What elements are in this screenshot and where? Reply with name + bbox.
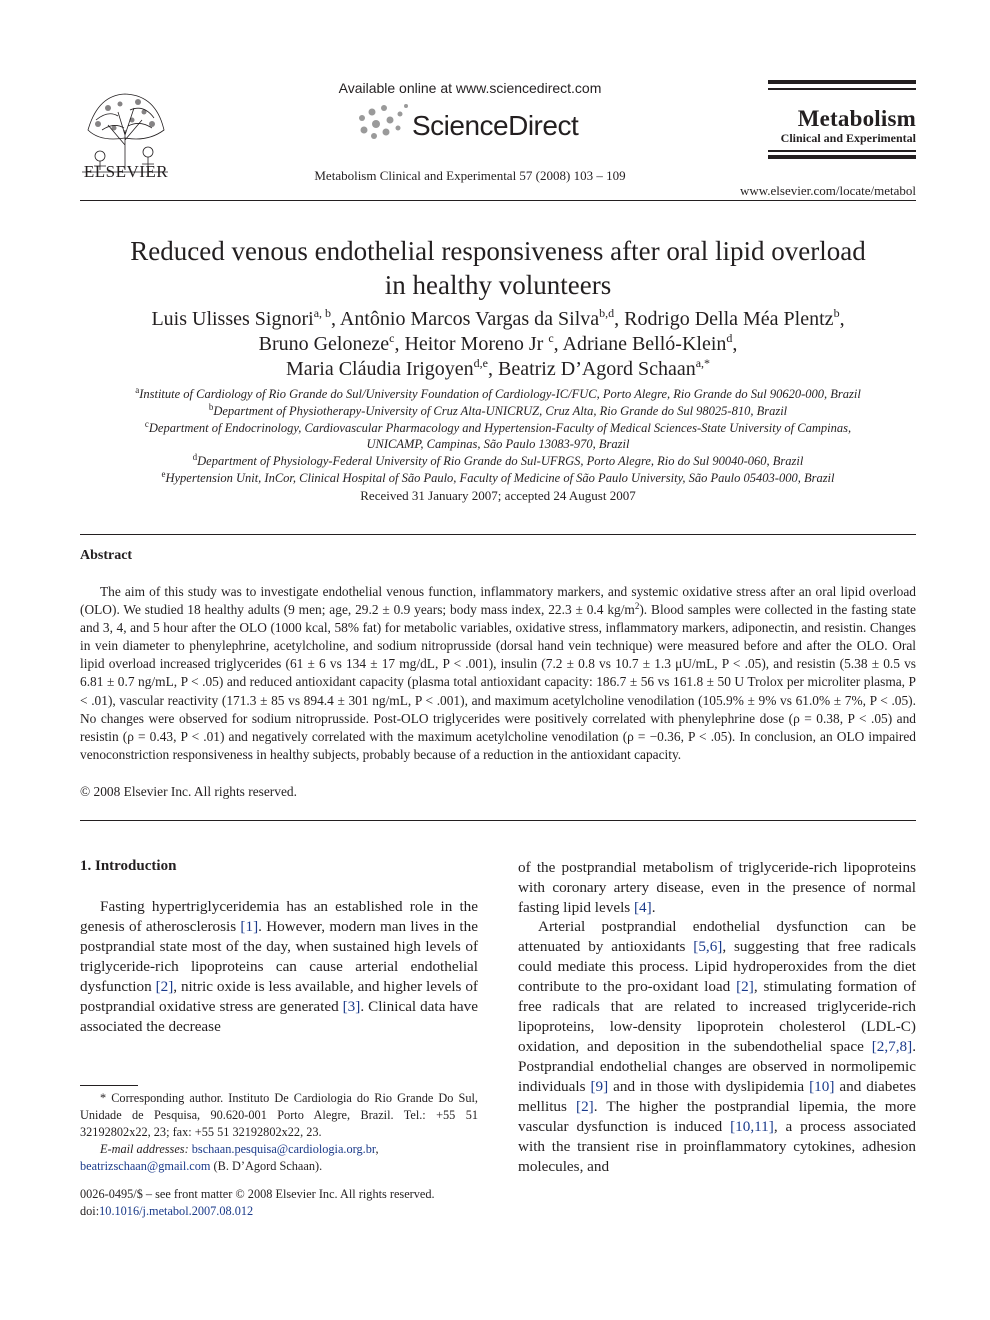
header-rule bbox=[768, 150, 916, 152]
citation-link[interactable]: [10] bbox=[809, 1078, 835, 1095]
corresponding-author-footnote: * Corresponding author. Instituto De Cardiologia do Rio Grande Do Sul, Unidade de Pesquisa, 90.620-001 Porto Alegre, Brazil. Tel.: +55 51 32192802x22, 23; fax: +55 51 32192802x22, 23. bbox=[80, 1091, 478, 1139]
affiliation-text: Institute of Cardiology of Rio Grande do Sul/University Foundation of Cardiology-IC/FUC, Porto Alegre, Rio Grande do Sul 90620-000, Brazil bbox=[139, 387, 861, 401]
author-separator: , bbox=[331, 308, 340, 330]
body-text: of the postprandial metabolism of triglyceride-rich lipoproteins with coronary artery disease, even in the presence of normal fasting lipid levels bbox=[518, 859, 916, 916]
body-text: . bbox=[651, 899, 656, 916]
citation-link[interactable]: [2] bbox=[155, 978, 174, 995]
author-affiliation-marker[interactable]: a,* bbox=[695, 356, 711, 370]
author-separator: , bbox=[614, 308, 625, 330]
body-text: Fasting hypertriglyceridemia has an established role in the genesis of atherosclerosis bbox=[80, 898, 478, 935]
author-affiliation-marker[interactable]: a, b bbox=[313, 306, 332, 320]
body-text: . Clinical data have associated the decrease bbox=[80, 998, 478, 1035]
author-name: Luis Ulisses Signori bbox=[151, 308, 314, 330]
article-title bbox=[80, 234, 916, 302]
title-line-2: in healthy volunteers bbox=[384, 270, 612, 300]
author-affiliation-marker[interactable]: d,e bbox=[473, 356, 488, 370]
affiliation-key: b bbox=[208, 401, 214, 412]
journal-url-link[interactable]: www.elsevier.com/locate/metabol bbox=[739, 183, 916, 198]
citation-link[interactable]: [5,6] bbox=[693, 938, 723, 955]
sciencedirect-wordmark: ScienceDirect bbox=[412, 110, 579, 141]
body-text: and in those with dyslipidemia bbox=[608, 1078, 810, 1095]
author-affiliation-marker[interactable]: d bbox=[726, 331, 733, 345]
body-text: . However, modern man lives in the postprandial state most of the day, when sustained high levels of triglyceride-rich lipoproteins can cause arterial endothelial dysfunction bbox=[80, 918, 478, 995]
citation-link[interactable]: [2,7,8] bbox=[871, 1038, 913, 1055]
author-affiliation-marker[interactable]: c bbox=[548, 331, 554, 345]
affiliation-key: c bbox=[144, 418, 149, 429]
author-name: Rodrigo Della Méa Plentz bbox=[624, 308, 834, 330]
journal-logo-subtitle: Clinical and Experimental bbox=[780, 131, 916, 145]
citation-link[interactable]: [3] bbox=[342, 998, 361, 1015]
footnote-rule bbox=[80, 1085, 138, 1086]
section-heading: 1. Introduction bbox=[80, 858, 177, 874]
author-separator: , bbox=[488, 358, 498, 380]
email-link[interactable]: beatrizschaan@gmail.com bbox=[80, 1159, 211, 1173]
author-separator: , bbox=[839, 308, 845, 330]
title-line-1: Reduced venous endothelial responsiveness after oral lipid overload bbox=[130, 236, 866, 266]
affiliation-key: a bbox=[135, 385, 140, 395]
body-text: . Postprandial endothelial changes are observed in normolipemic individuals bbox=[518, 1038, 916, 1095]
author-separator: , bbox=[553, 333, 563, 355]
author-name: Adriane Belló-Klein bbox=[562, 333, 727, 355]
citation-link[interactable]: [2] bbox=[576, 1098, 594, 1115]
author-separator: , bbox=[732, 333, 738, 355]
citation-link[interactable]: [9] bbox=[590, 1078, 609, 1095]
issn-text: 0026-0495/$ – see front matter © 2008 Elsevier Inc. All rights reserved. bbox=[80, 1187, 435, 1201]
header-divider bbox=[80, 200, 916, 201]
abstract-body bbox=[80, 583, 916, 764]
body-text: , a process associated with the transient rise in proinflammatory cytokines, adhesion molecules, and bbox=[518, 1118, 917, 1175]
journal-citation: Metabolism Clinical and Experimental 57 (2008) 103 – 109 bbox=[314, 168, 626, 183]
affiliation-text: Hypertension Unit, InCor, Clinical Hospital of São Paulo, Faculty of Medicine of São Paulo University, São Paulo 05403-000, Brazil bbox=[165, 470, 835, 485]
citation-link[interactable]: [4] bbox=[634, 899, 652, 916]
affiliation-item bbox=[80, 386, 916, 403]
affiliation-item bbox=[80, 420, 916, 454]
header-rule bbox=[768, 80, 916, 84]
header-rule bbox=[768, 88, 916, 90]
abstract-heading: Abstract bbox=[80, 548, 133, 563]
affiliation-item bbox=[80, 453, 916, 470]
email-separator: , bbox=[375, 1142, 379, 1156]
intro-paragraph-right-continued bbox=[518, 858, 916, 918]
header-rule bbox=[768, 155, 916, 159]
email-label: E-mail addresses: bbox=[100, 1142, 189, 1156]
doi-link[interactable]: 10.1016/j.metabol.2007.08.012 bbox=[99, 1204, 254, 1218]
copyright-notice: © 2008 Elsevier Inc. All rights reserved. bbox=[80, 784, 297, 799]
citation-link[interactable]: [10,11] bbox=[730, 1118, 774, 1135]
body-text: , suggesting that free radicals could mediate this process. Lipid hydroperoxides from the diet contribute to the pro-oxidant load bbox=[518, 938, 916, 995]
abstract-superscript: 2 bbox=[634, 601, 640, 612]
publisher-name: ELSEVIER bbox=[83, 162, 169, 181]
affiliation-text: UNICAMP, Campinas, São Paulo 13083-970, Brazil bbox=[366, 437, 630, 452]
front-matter-notice bbox=[80, 1186, 500, 1220]
body-text: , nitric oxide is less available, and higher levels of postprandial oxidative stress are generated bbox=[80, 978, 478, 1015]
author-name: Beatriz D’Agord Schaan bbox=[498, 358, 696, 380]
affiliation-text: Department of Endocrinology, Cardiovascular Pharmacology and Hypertension-Faculty of Medical Sciences-State University of Campinas, bbox=[148, 420, 852, 435]
available-online-text[interactable]: Available online at www.sciencedirect.com bbox=[338, 80, 602, 96]
affiliation-item bbox=[80, 403, 916, 420]
author-name: Maria Cláudia Irigoyen bbox=[285, 358, 474, 380]
abstract-text: ). Blood samples were collected in the fasting state and 3, 4, and 5 hour after the OLO (1000 kcal, 58% fat) for metabolic variables, oxidative stress, inflammatory markers, adiponectin, and resistin. Changes in vein diameter to phenylephrine, acetylcholine, and sodium nitroprusside (dorsal hand vein technique) were measured before and after the OLO. Oral lipid overload increased triglycerides (61 ± 6 vs 134 ± 17 mg/dL, P < .001), insulin (7.2 ± 0.8 vs 10.7 ± 1.3 μU/mL, P < .05), and resistin (5.38 ± 0.5 vs 6.81 ± 0.7 ng/mL, P < .05) and reduced antioxidant capacity (plasma total antioxidant capacity: 186.7 ± 56 vs 161.8 ± 50 U Trolox per microliter plasma, P < .01), vascular reactivity (171.3 ± 85 vs 894.4 ± 301 ng/mL, P < .001), and maximum acetylcholine venodilation (105.9% ± 9% vs 61.0% ± 7%, P < .05). No changes were observed for sodium nitroprusside. Post-OLO triglycerides were positively correlated with phenylephrine dose (ρ = 0.38, P < .05) and resistin (ρ = 0.43, P < .01) and negatively correlated with the maximum acetylcholine venodilation (ρ = −0.36, P < .05). In conclusion, an OLO impaired venoconstriction responsiveness in healthy subjects, probably because of a reduction in the antioxidant capacity. bbox=[80, 602, 916, 762]
author-affiliation-marker[interactable]: b bbox=[833, 306, 840, 320]
citation-link[interactable]: [1] bbox=[240, 918, 259, 935]
body-text: . The higher the postprandial lipemia, the more vascular dysfunction is induced bbox=[518, 1098, 917, 1135]
author-list bbox=[80, 307, 916, 382]
doi-label: doi: bbox=[80, 1204, 100, 1218]
affiliation-list bbox=[80, 386, 916, 487]
body-text: Arterial postprandial endothelial dysfunction can be attenuated by antioxidants bbox=[518, 918, 916, 955]
intro-paragraph-left bbox=[80, 897, 478, 1037]
affiliation-text: Department of Physiotherapy-University of Cruz Alta-UNICRUZ, Cruz Alta, Rio Grande do Sul 98025-810, Brazil bbox=[213, 403, 788, 418]
author-separator: , bbox=[394, 333, 405, 355]
author-affiliation-marker[interactable]: b,d bbox=[599, 306, 615, 320]
email-link[interactable]: bschaan.pesquisa@cardiologia.org.br bbox=[191, 1142, 376, 1156]
author-name: Heitor Moreno Jr bbox=[404, 333, 549, 355]
citation-link[interactable]: [2] bbox=[736, 978, 754, 995]
body-text: and diabetes mellitus bbox=[518, 1078, 916, 1115]
affiliation-key: e bbox=[161, 468, 166, 479]
affiliation-item bbox=[80, 470, 916, 487]
author-affiliation-marker[interactable]: c bbox=[389, 331, 395, 345]
email-owner: (B. D’Agord Schaan). bbox=[210, 1159, 323, 1173]
author-name: Antônio Marcos Vargas da Silva bbox=[339, 308, 600, 330]
affiliation-key: d bbox=[192, 452, 198, 463]
abstract-bottom-rule bbox=[80, 820, 916, 821]
abstract-top-rule bbox=[80, 534, 916, 535]
abstract-text: The aim of this study was to investigate endothelial venous function, inflammatory markers, and systemic oxidative stress after an oral lipid overload (OLO). We studied 18 healthy adults (9 men; age, 29.2 ± 0.9 years; body mass index, 22.3 ± 0.4 kg/m bbox=[80, 584, 916, 618]
affiliation-text: Department of Physiology-Federal University of Rio Grande do Sul-UFRGS, Porto Alegre, Rio do Sul 90040-060, Brazil bbox=[197, 454, 804, 469]
intro-paragraph-right bbox=[518, 917, 916, 1177]
body-text: , stimulating formation of free radicals that are related to increased triglyceride-rich lipoproteins, low-density lipoprotein cholesterol (LDL-C) oxidation, and deposition in the subendothelial space bbox=[518, 978, 917, 1055]
author-name: Bruno Geloneze bbox=[258, 333, 390, 355]
received-dates: Received 31 January 2007; accepted 24 August 2007 bbox=[360, 488, 636, 503]
email-footnote bbox=[80, 1141, 478, 1175]
journal-logo-title: Metabolism bbox=[797, 106, 916, 131]
